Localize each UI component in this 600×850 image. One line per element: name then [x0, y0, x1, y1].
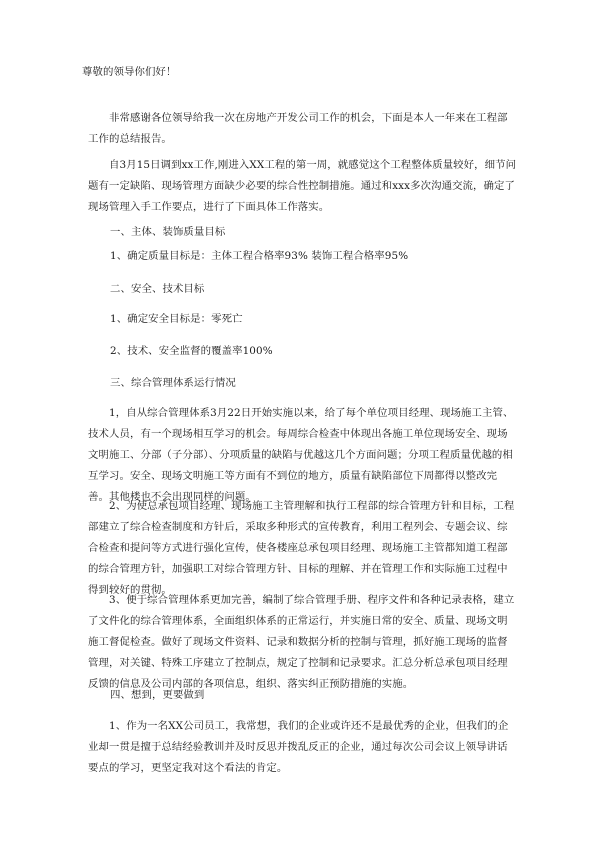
- section-2-item-2: 2、技术、安全监督的覆盖率100%: [110, 345, 273, 357]
- section-3-item-2: 2、为使总承包项目经理、现场施工主管理解和执行工程部的综合管理方针和目标，工程部建立了综合检查制度和方针后，采取多种形式的宣传教育，利用工程列会、专题会议、综合检查和提问等方式进行强化宣传，使各楼座总承包项目经理、现场施工主管都知道工程部的综合管理方针，加强职工对综合管理方针、目标的理解、并在管理工作和实际施工过程中得到较好的贯彻。: [88, 500, 515, 596]
- section-heading-2: 二、安全、技术目标: [110, 283, 205, 295]
- section-heading-1: 一、主体、装饰质量目标: [110, 226, 226, 238]
- greeting: 尊敬的领导你们好！: [82, 66, 177, 78]
- section-3-item-1: 1，自从综合管理体系3月22日开始实施以来，给了每个单位项目经理、现场施工主管、技术人员，有一个现场相互学习的机会。每周综合检查中体现出各施工单位现场安全、现场文明施工、分部（子分部）、分项质量的缺陷与优越这几个方面问题；分项工程质量优越的相互学习。安全、现场文明施工等方面有不到位的地方，质量有缺陷部位下周都得以整改完善。其他楼也不会出现同样的问题。: [88, 407, 514, 503]
- section-1-item-1: 1、确定质量目标是：主体工程合格率93% 装饰工程合格率95%: [110, 250, 409, 262]
- paragraph-1: 自3月15日调到xx工作,刚进入XX工程的第一周，就感觉这个工程整体质量较好，细节问题有一定缺陷、现场管理方面缺少必要的综合性控制措施。通过和xxx多次沟通交流，确定了现场管理入手工作要点，进行了下面具体工作落实。: [88, 159, 517, 213]
- section-heading-3: 三、综合管理体系运行情况: [110, 377, 236, 389]
- section-2-item-1: 1、确定安全目标是：零死亡: [110, 313, 243, 325]
- section-3-item-3: 3、便于综合管理体系更加完善，编制了综合管理手册、程序文件和各种记录表格，建立了文件化的综合管理体系，全面组织体系的正常运行，并实施日常的安全、质量、现场文明施工督促检查。做好了现场文件资料、记录和数据分析的控制与管理，抓好施工现场的监督管理，对关键、特殊工序建立了控制点，规定了控制和记录要求。汇总分析总承包项目经理反馈的信息及公司内部的各项信息，组织、落实纠正预防措施的实施。: [88, 594, 515, 690]
- section-heading-4: 四、想到，更要做到: [110, 689, 205, 701]
- intro-paragraph: 非常感谢各位领导给我一次在房地产开发公司工作的机会，下面是本人一年来在工程部工作的总结报告。: [88, 112, 508, 145]
- section-4-item-1: 1、作为一名XX公司员工，我常想，我们的企业或许还不是最优秀的企业，但我们的企业却一贯是擅于总结经验教训并及时反思并拨乱反正的企业，通过每次公司会议上领导讲话要点的学习，更坚定我对这个看法的肯定。: [88, 720, 509, 774]
